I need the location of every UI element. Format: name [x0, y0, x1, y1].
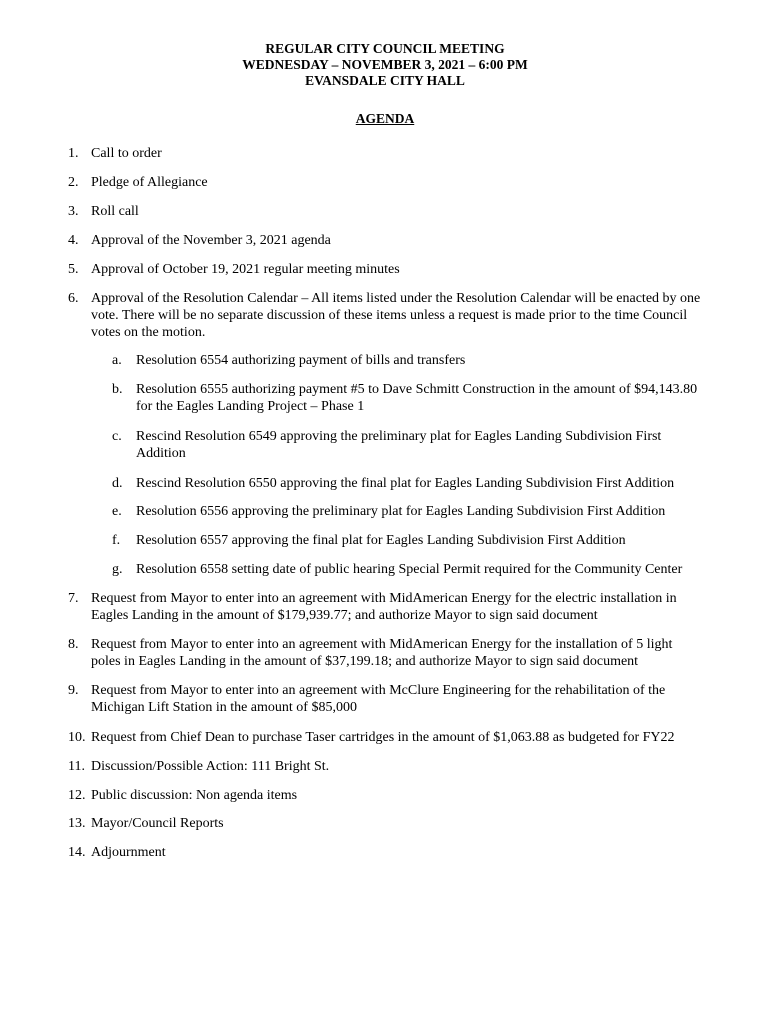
item-text: vote. There will be no separate discussion of these items unless a request is made prior to the time Council [91, 308, 688, 323]
sub-item-letter: g. [112, 562, 123, 577]
sub-item-text: Resolution 6556 approving the preliminary plat for Eagles Landing Subdivision First Addition [136, 504, 666, 519]
item-text: Approval of October 19, 2021 regular meeting minutes [91, 262, 400, 277]
header-location: EVANSDALE CITY HALL [305, 73, 465, 88]
item-text: Request from Mayor to enter into an agreement with McClure Engineering for the rehabilitation of the [91, 683, 666, 698]
item-number: 5. [68, 262, 79, 277]
agenda-title: AGENDA [355, 111, 415, 126]
item-text: Request from Chief Dean to purchase Taser cartridges in the amount of $1,063.88 as budgeted for FY22 [91, 730, 675, 745]
item-text: Approval of the Resolution Calendar – All items listed under the Resolution Calendar will be enacted by one [91, 291, 701, 306]
item-number: 9. [68, 683, 79, 698]
sub-item-text: Resolution 6558 setting date of public hearing Special Permit required for the Community Center [136, 562, 683, 577]
meeting-header [0, 41, 770, 89]
sub-item-letter: f. [112, 533, 121, 548]
item-number: 14. [68, 845, 86, 860]
sub-item-text: Resolution 6555 authorizing payment #5 to Dave Schmitt Construction in the amount of $94,143.80 [136, 382, 698, 397]
item-text: poles in Eagles Landing in the amount of $37,199.18; and authorize Mayor to sign said document [91, 654, 639, 669]
item-text: votes on the motion. [91, 325, 206, 340]
item-text: Eagles Landing in the amount of $179,939.77; and authorize Mayor to sign said document [91, 608, 598, 623]
item-number: 2. [68, 175, 79, 190]
item-number: 1. [68, 146, 79, 161]
sub-item-letter: c. [112, 429, 122, 444]
item-text: Call to order [91, 146, 162, 161]
sub-item-text: for the Eagles Landing Project – Phase 1 [136, 399, 365, 414]
item-number: 4. [68, 233, 79, 248]
item-number: 12. [68, 788, 86, 803]
header-date: WEDNESDAY – NOVEMBER 3, 2021 – 6:00 PM [242, 57, 528, 72]
item-number: 7. [68, 591, 79, 606]
item-text: Public discussion: Non agenda items [91, 788, 298, 803]
item-text: Adjournment [91, 845, 166, 860]
item-text: Request from Mayor to enter into an agreement with MidAmerican Energy for the electric installation in [91, 591, 677, 606]
item-number: 11. [68, 759, 85, 774]
item-text: Mayor/Council Reports [91, 816, 224, 831]
header-title: REGULAR CITY COUNCIL MEETING [265, 41, 505, 56]
sub-item-text: Rescind Resolution 6550 approving the final plat for Eagles Landing Subdivision First Addition [136, 476, 675, 491]
sub-item-letter: a. [112, 353, 122, 368]
sub-item-text: Addition [136, 446, 186, 461]
item-text: Request from Mayor to enter into an agreement with MidAmerican Energy for the installation of 5 light [91, 637, 673, 652]
item-number: 3. [68, 204, 79, 219]
item-text: Discussion/Possible Action: 111 Bright St. [91, 759, 330, 774]
sub-item-text: Resolution 6557 approving the final plat for Eagles Landing Subdivision First Addition [136, 533, 626, 548]
item-number: 6. [68, 291, 79, 306]
sub-item-text: Resolution 6554 authorizing payment of bills and transfers [136, 353, 466, 368]
item-number: 13. [68, 816, 86, 831]
item-text: Michigan Lift Station in the amount of $85,000 [91, 700, 357, 715]
item-number: 10. [68, 730, 86, 745]
item-text: Roll call [91, 204, 139, 219]
sub-item-letter: d. [112, 476, 123, 491]
sub-item-text: Rescind Resolution 6549 approving the preliminary plat for Eagles Landing Subdivision First [136, 429, 662, 444]
item-text: Pledge of Allegiance [91, 175, 208, 190]
sub-item-letter: e. [112, 504, 122, 519]
item-text: Approval of the November 3, 2021 agenda [91, 233, 331, 248]
item-number: 8. [68, 637, 79, 652]
sub-item-letter: b. [112, 382, 123, 397]
